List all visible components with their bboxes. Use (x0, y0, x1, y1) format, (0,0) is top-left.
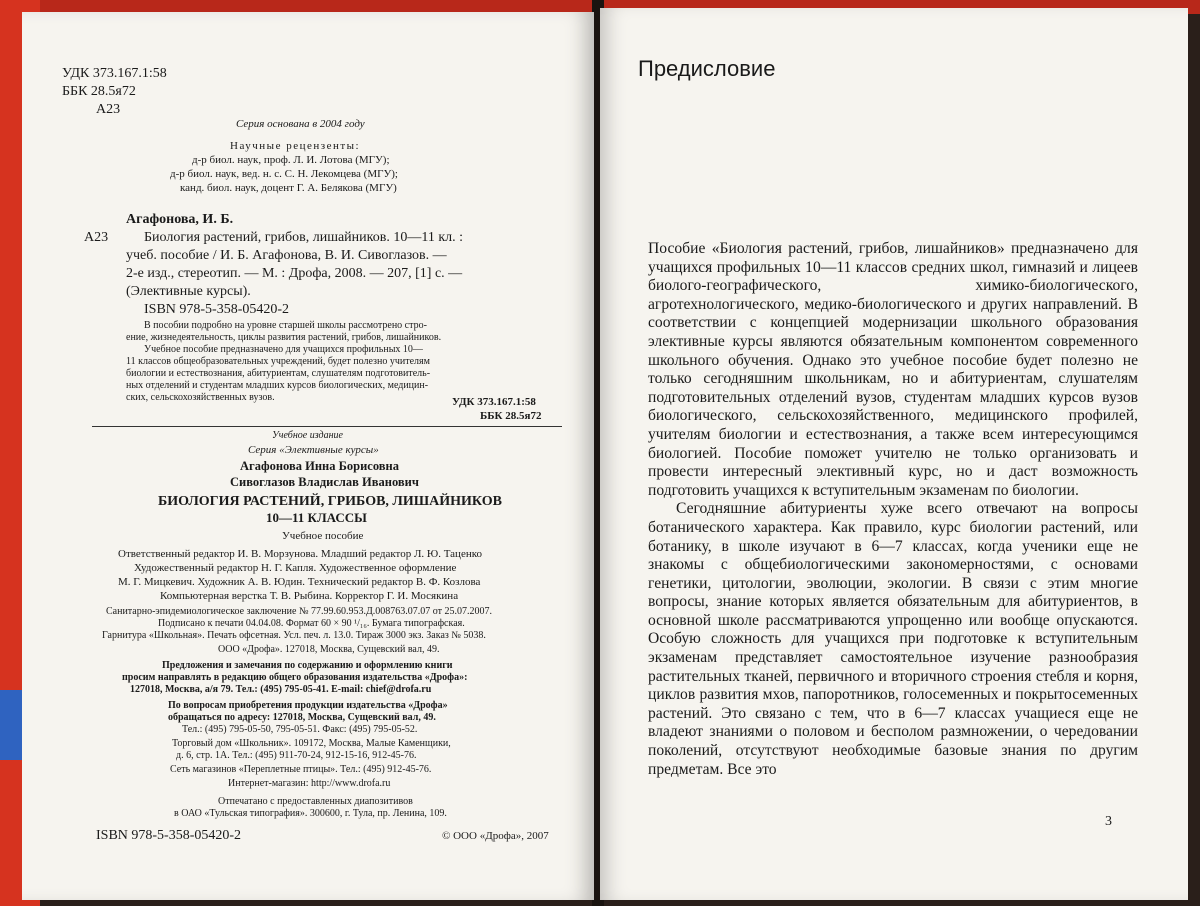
sales-line: д. 6, стр. 1А. Тел.: (495) 911-70-24, 912-15-16, 912-45-76. (176, 750, 417, 761)
reviewer-line: канд. биол. наук, доцент Г. А. Белякова (МГУ) (180, 182, 397, 194)
catalog-mark: А23 (84, 230, 109, 245)
sales-line: обращаться по адресу: 127018, Москва, Сущевский вал, 49. (168, 712, 436, 723)
contacts-line: просим направлять в редакцию общего образования издательства «Дрофа»: (122, 672, 468, 683)
contacts-line: 127018, Москва, а/я 79. Тел.: (495) 795-05-41. E-mail: chief@drofa.ru (130, 684, 432, 695)
annotation-line: Учебное пособие предназначено для учащихся профильных 10— (144, 344, 423, 355)
printed-line: Отпечатано с предоставленных диапозитивов (218, 796, 413, 807)
reviewers-heading: Научные рецензенты: (230, 140, 361, 152)
udk-code: УДК 373.167.1:58 (62, 66, 167, 81)
sales-line: Интернет-магазин: http://www.drofa.ru (228, 778, 391, 789)
author-full-2: Сивоглазов Владислав Иванович (230, 475, 419, 489)
udk-code-right: УДК 373.167.1:58 (452, 396, 536, 408)
annotation-line: ских, сельскохозяйственных вузов. (126, 392, 275, 403)
sales-line: Торговый дом «Школьник». 109172, Москва, Малые Каменщики, (172, 738, 451, 749)
footer-copyright: © ООО «Дрофа», 2007 (442, 830, 549, 842)
divider (92, 426, 562, 427)
bbk-code-right: ББК 28.5я72 (480, 410, 542, 422)
catalog-line: 2-е изд., стереотип. — М. : Дрофа, 2008. — 207, [1] с. — (126, 266, 463, 281)
author-full-1: Агафонова Инна Борисовна (240, 459, 399, 473)
footer-isbn: ISBN 978-5-358-05420-2 (96, 828, 242, 843)
series-name: Серия «Элективные курсы» (248, 444, 379, 456)
book-type: Учебное пособие (282, 530, 364, 542)
catalog-line: (Элективные курсы). (126, 284, 251, 299)
annotation-line: биологии и естествознания, абитуриентам, слушателям подготовитель- (126, 368, 431, 379)
contacts-line: Предложения и замечания по содержанию и оформлению книги (162, 660, 453, 671)
book-title: БИОЛОГИЯ РАСТЕНИЙ, ГРИБОВ, ЛИШАЙНИКОВ (158, 494, 502, 509)
catalog-author: Агафонова, И. Б. (126, 212, 234, 227)
catalog-line: Биология растений, грибов, лишайников. 10—11 кл. : (144, 230, 464, 245)
catalog-line: учеб. пособие / И. Б. Агафонова, В. И. Сивоглазов. — (126, 248, 447, 263)
annotation-line: 11 классов общеобразовательных учреждений, будет полезно учителям (126, 356, 430, 367)
preface-heading: Предисловие (638, 56, 776, 81)
credits-line: М. Г. Мицкевич. Художник А. В. Юдин. Технический редактор В. Ф. Козлова (118, 576, 481, 588)
annotation-line: В пособии подробно на уровне старшей школы рассмотрено стро- (144, 320, 427, 331)
sales-line: По вопросам приобретения продукции издательства «Дрофа» (168, 700, 448, 711)
credits-line: Художественный редактор Н. Г. Капля. Художественное оформление (134, 562, 457, 574)
annotation-line: ение, жизнедеятельность, циклы развития растений, грибов, лишайников. (126, 332, 442, 343)
tech-line: Подписано к печати 04.04.08. Формат 60 × 90 ¹/₁₆. Бумага типографская. (158, 618, 465, 629)
credits-line: Ответственный редактор И. В. Морзунова. Младший редактор Л. Ю. Таценко (118, 548, 482, 560)
credits-line: Компьютерная верстка Т. В. Рыбина. Корректор Г. И. Мосякина (160, 590, 459, 602)
author-mark: А23 (96, 102, 121, 117)
series-founded: Серия основана в 2004 году (236, 118, 365, 130)
tech-line: Санитарно-эпидемиологическое заключение № 77.99.60.953.Д.008763.07.07 от 25.07.2007. (106, 606, 493, 617)
tech-line: Гарнитура «Школьная». Печать офсетная. Усл. печ. л. 13.0. Тираж 3000 экз. Заказ № 5038. (102, 630, 486, 641)
printed-line: в ОАО «Тульская типография». 300600, г. Тула, пр. Ленина, 109. (174, 808, 447, 819)
preface-paragraph: Пособие «Биология растений, грибов, лишайников» предназначено для учащихся профильных 10—11 классов средних школ, гимназий и лицеев биолого-географического, химико-биологического, агротехнологического, медико-биологического и других направлений. В соответствии с концепцией модернизации школьного образования элективные курсы являются обязательным компонентом современного школьного обучения. Однако это учебное пособие будет полезно не только сегодняшним школьникам, но и абитуриентам, слушателям подготовительных отделений вузов, студентам младших курсов вузов биологического, сельскохозяйственного, медицинского профилей, учителям биологии и естествознания, а также всем интересующимся биологией. Пособие поможет учителю не только организовать и провести интересный элективный курс, но и даст возможность подготовить учащихся к вступительным экзаменам по биологии. (648, 240, 1138, 499)
catalog-isbn: ISBN 978-5-358-05420-2 (144, 302, 290, 317)
annotation-line: ных отделений и студентам младших курсов биологических, медицин- (126, 380, 429, 391)
book-grades: 10—11 КЛАССЫ (266, 510, 367, 525)
sales-line: Тел.: (495) 795-05-50, 795-05-51. Факс: (495) 795-05-52. (182, 724, 418, 735)
reviewer-line: д-р биол. наук, проф. Л. И. Лотова (МГУ); (192, 154, 390, 166)
left-page-imprint (22, 12, 594, 900)
preface-body (648, 240, 1138, 779)
right-page-preface (600, 8, 1188, 900)
bbk-code: ББК 28.5я72 (62, 84, 136, 99)
page-number: 3 (1105, 814, 1112, 829)
reviewer-line: д-р биол. наук, вед. н. с. С. Н. Лекомцева (МГУ); (170, 168, 398, 180)
tech-line: ООО «Дрофа». 127018, Москва, Сущевский вал, 49. (218, 644, 440, 655)
edition-type: Учебное издание (272, 430, 343, 441)
preface-paragraph: Сегодняшние абитуриенты хуже всего отвечают на вопросы ботанического характера. Как правило, курс биологии растений, или ботанику, в школе изучают в 6—7 классах, когда ученики еще не знакомы с общебиологическими закономерностями, с основами генетики, цитологии, эволюции, экологии. В связи с этим многие вопросы, знание которых является обязательным для абитуриентов, в основной школе рассматриваются упрощенно или вообще опускаются. Особую сложность для учащихся при подготовке к вступительным экзаменам представляет самостоятельное изучение разнообразия растительных тканей, первичного и вторичного строения стебля и корня, циклов развития мхов, папоротников, голосеменных и покрытосеменных растений. Это связано с тем, что в 6—7 классах учащиеся еще не владеют знаниями о половом и бесполом размножении, о чередовании поколений, отсутствуют необходимые базовые знания по другим предметам. Все это (648, 500, 1138, 778)
sales-line: Сеть магазинов «Переплетные птицы». Тел.: (495) 912-45-76. (170, 764, 432, 775)
